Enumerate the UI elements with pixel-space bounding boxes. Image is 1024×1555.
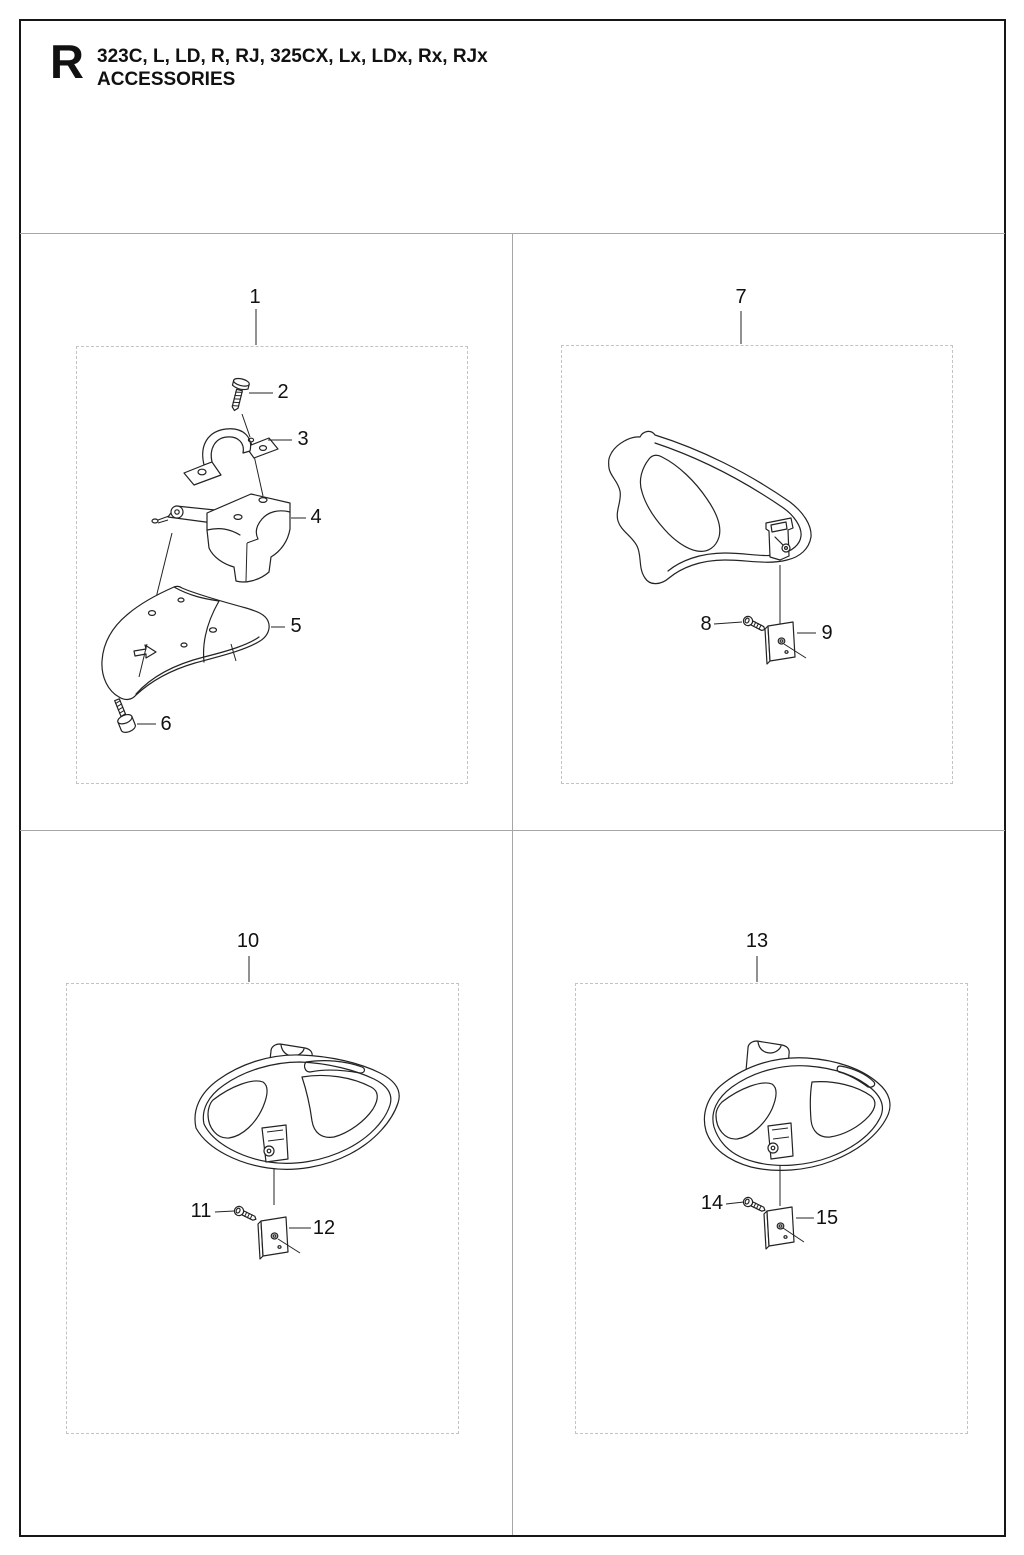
callout-4: 4 — [310, 506, 322, 528]
callout-5: 5 — [290, 615, 302, 637]
callout-1: 1 — [249, 286, 261, 308]
part-4-bracket-drawing — [152, 494, 290, 582]
part-13-guard-drawing — [704, 1041, 890, 1170]
subtitle: ACCESSORIES — [97, 69, 236, 90]
callout-15: 15 — [815, 1207, 839, 1229]
callout-12: 12 — [312, 1217, 336, 1239]
models-line: 323C, L, LD, R, RJ, 325CX, Lx, LDx, Rx, RJx — [97, 46, 488, 67]
figure-group-7 — [609, 311, 816, 664]
part-6-bolt-drawing — [110, 697, 137, 734]
callout-13: 13 — [745, 930, 769, 952]
part-15-plate-drawing — [764, 1207, 804, 1249]
callout-2: 2 — [277, 381, 289, 403]
part-10-guard-drawing — [195, 1044, 399, 1169]
callout-8: 8 — [700, 613, 712, 635]
callout-9: 9 — [821, 622, 833, 644]
part-12-plate-drawing — [258, 1217, 300, 1259]
callout-6: 6 — [160, 713, 172, 735]
figure-group-13 — [704, 956, 890, 1249]
callout-7: 7 — [735, 286, 747, 308]
part-14-screw-drawing — [742, 1196, 767, 1215]
part-8-screw-drawing — [742, 615, 767, 634]
figure-group-10 — [195, 956, 399, 1259]
part-2-screw-drawing — [227, 377, 250, 412]
part-11-screw-drawing — [233, 1205, 258, 1224]
part-5-guard-drawing — [102, 586, 269, 699]
part-7-guard-drawing — [609, 431, 811, 583]
callout-10: 10 — [236, 930, 260, 952]
part-9-plate-drawing — [765, 622, 806, 664]
part-3-clamp-drawing — [184, 429, 278, 485]
section-letter: R — [50, 35, 84, 88]
callout-11: 11 — [190, 1200, 212, 1222]
figure-group-1 — [102, 309, 306, 734]
callout-3: 3 — [297, 428, 309, 450]
callout-14: 14 — [700, 1192, 724, 1214]
